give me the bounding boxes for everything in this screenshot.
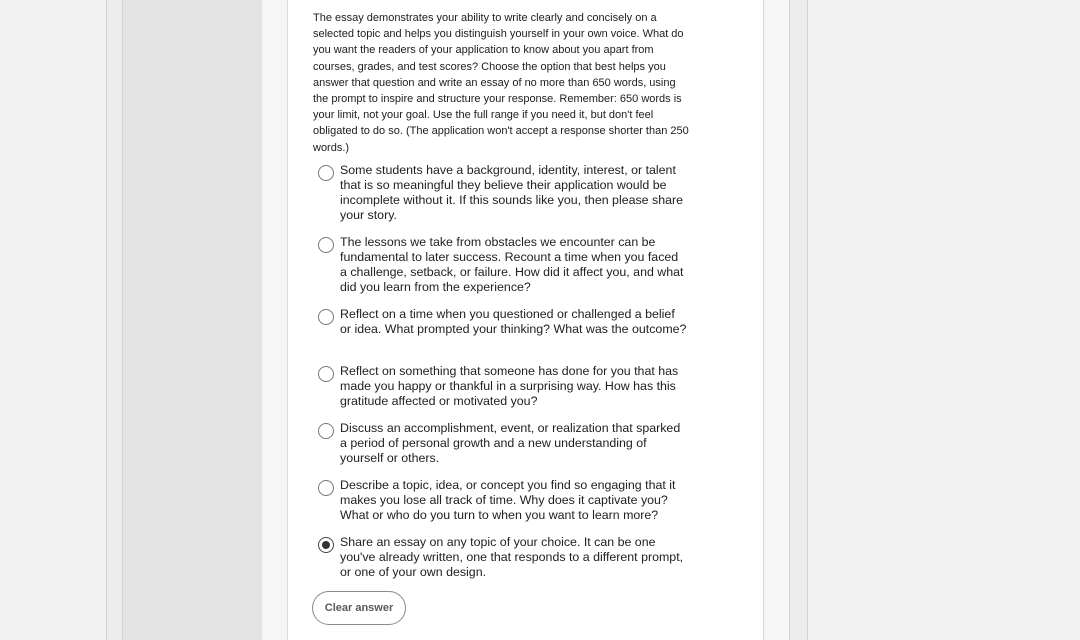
prompt-instructions: The essay demonstrates your ability to write clearly and concisely on a selected topic and helps you distinguish yourself in your own voice. What do you want the readers of your application to know about you apart from courses, grades, and test scores? Choose the option that best helps you answer that question and write an essay of no more than 650 words, using the prompt to inspire and structure your response. Remember: 650 words is your limit, not your goal. Use the full range if you need it, but don't feel obligated to do so. (The application won't accept a response shorter than 250 words.)	[313, 12, 689, 154]
option-label: The lessons we take from obstacles we encounter can be fundamental to later success. Recount a time when you faced a challenge, setback, or failure. How did it affect you, and what did you learn from the experience?	[340, 235, 684, 294]
option-label: Reflect on something that someone has done for you that has made you happy or thankful in a surprising way. How has this gratitude affected or motivated you?	[340, 364, 679, 408]
option-label: Describe a topic, idea, or concept you find so engaging that it makes you lose all track of time. Why does it captivate you? What or who do you turn to when you want to learn more?	[340, 478, 676, 522]
radio-button-selected[interactable]	[318, 537, 334, 553]
option-label: Discuss an accomplishment, event, or realization that sparked a period of personal growth and a new understanding of yourself or others.	[340, 421, 681, 465]
option-label: Reflect on a time when you questioned or challenged a belief or idea. What prompted your thinking? What was the outcome?	[340, 307, 687, 336]
option-label: Share an essay on any topic of your choice. It can be one you've already written, one that responds to a different prompt, or one of your own design.	[340, 535, 684, 579]
question-card	[287, 0, 764, 640]
radio-button[interactable]	[318, 309, 334, 325]
radio-button[interactable]	[318, 366, 334, 382]
radio-button[interactable]	[318, 237, 334, 253]
radio-button[interactable]	[318, 480, 334, 496]
radio-button[interactable]	[318, 423, 334, 439]
left-sidebar	[122, 0, 263, 640]
clear-answer-button[interactable]: Clear answer	[312, 591, 406, 625]
radio-selected-dot	[322, 541, 330, 549]
radio-button[interactable]	[318, 165, 334, 181]
option-label: Some students have a background, identity, interest, or talent that is so meaningful they believe their application would be incomplete without it. If this sounds like you, then please share your story.	[340, 163, 683, 222]
